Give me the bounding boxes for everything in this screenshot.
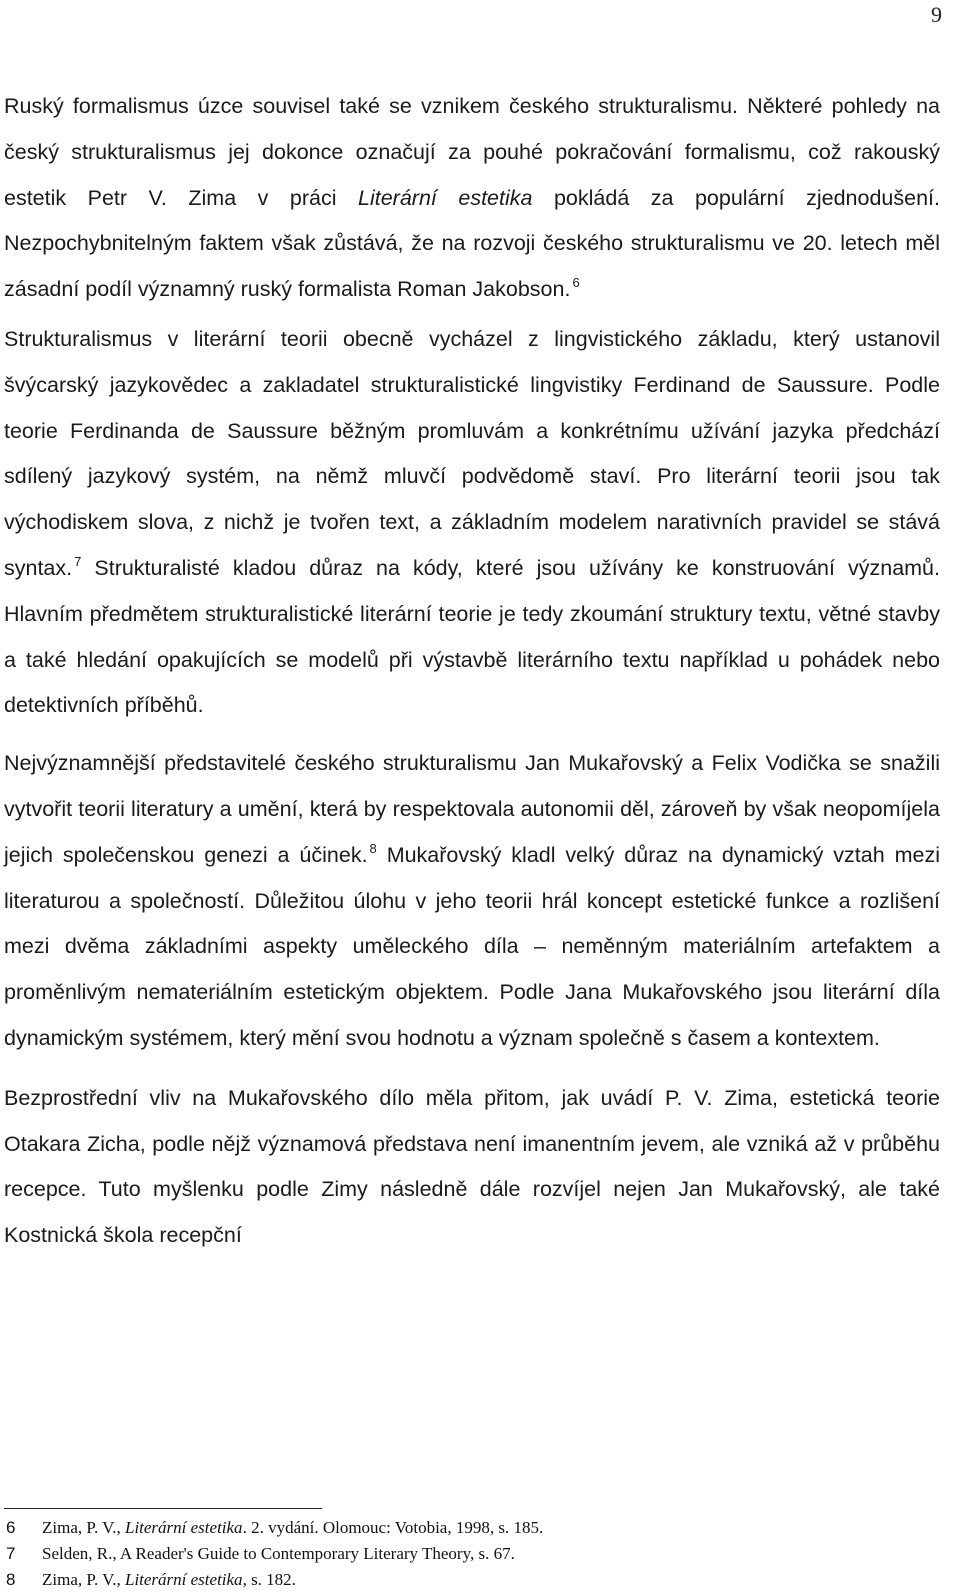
body-text [4,84,940,1259]
footnote-separator [4,1508,322,1509]
footnote-text [42,1541,515,1567]
paragraph-1 [4,84,940,313]
paragraph-3 [4,741,940,1062]
paragraph-3-text: Nejvýznamnější představitelé českého strukturalismu Jan Mukařovský a Felix Vodička se snažili vytvořit teorii literatury a umění, která by respektovala autonomii děl, zároveň by však neopomíjela jejich společenskou genezi a účinek. [4,751,940,867]
footnote-ref-6: 6 [572,275,580,291]
book-title-literarni-estetika: Literární estetika [358,185,533,210]
paragraph-2-text: Strukturalismus v literární teorii obecně vycházel z lingvistického základu, který ustanovil švýcarský jazykovědec a zakladatel strukturalistické lingvistiky Ferdinand de Saussure. Podle teorie Ferdinanda de Saussure běžným promluvám a konkrétnímu užívání jazyka předchází sdílený jazykový systém, na němž mluvčí podvědomě staví. Pro literární teorii jsou tak východiskem slova, z nichž je tvořen text, a základním modelem narativních pravidel se stává syntax. [4,326,940,580]
paragraph-2-text-cont: Strukturalisté kladou důraz na kódy, které jsou užívány ke konstruování významů. Hlavním předmětem strukturalistické literární teorie je tedy zkoumání struktury textu, větné stavby a také hledání opakujících se modelů při výstavbě literárního textu například u pohádek nebo detektivních příběhů. [4,555,940,718]
paragraph-1-text-cont: pokládá za populární zjednodušení. Nezpochybnitelným faktem však zůstává, že na rozvoji českého strukturalismu ve 20. letech měl zásadní podíl významný ruský formalista Roman Jakobson. [4,185,940,302]
footnote-details: . 2. vydání. Olomouc: Votobia, 1998, s. 185. [242,1518,544,1537]
footnote-ref-7: 7 [74,553,82,569]
footnote-7 [6,1541,936,1567]
footnote-title: Literární estetika [124,1570,243,1589]
footnote-number: 6 [6,1518,16,1537]
footnote-author: Zima, P. V., [42,1518,125,1537]
footnote-title: Literární estetika [124,1518,243,1537]
footnote-number: 7 [6,1544,16,1563]
footnotes [6,1515,936,1593]
footnote-number: 8 [6,1570,16,1589]
paragraph-4-text: Bezprostřední vliv na Mukařovského dílo měla přitom, jak uvádí P. V. Zima, estetická teorie Otakara Zicha, podle nějž významová představa není imanentním jevem, ale vzniká až v průběhu recepce. Tuto myšlenku podle Zimy následně dále rozvíjel nejen Jan Mukařovský, ale také Kostnická škola recepční [4,1085,940,1248]
paragraph-3-text-cont: Mukařovský kladl velký důraz na dynamický vztah mezi literaturou a společností. Důležitou úlohu v jeho teorii hrál koncept estetické funkce a rozlišení mezi dvěma základními aspekty uměleckého díla – neměnným materiálním artefaktem a proměnlivým nemateriálním estetickým objektem. Podle Jana Mukařovského jsou literární díla dynamickým systémem, který mění svou hodnotu a význam společně s časem a kontextem. [4,842,940,1050]
footnote-details: , s. 182. [242,1570,296,1589]
footnote-ref-8: 8 [369,840,377,856]
page-number: 9 [931,2,942,27]
footnote-8 [6,1567,936,1593]
footnote-text [42,1515,543,1541]
footnote-6 [6,1515,936,1541]
footnote-author: Zima, P. V., [42,1570,125,1589]
footnote-text [42,1567,296,1593]
paragraph-2 [4,317,940,729]
paragraph-4 [4,1076,940,1259]
paragraph-1-text: Ruský formalismus úzce souvisel také se vznikem českého strukturalismu. Některé pohledy na český strukturalismus jej dokonce označují za pouhé pokračování formalismu, což rakouský estetik Petr V. Zima v práci [4,94,940,210]
footnote-author: Selden, R., A Reader's Guide to Contemporary Literary Theory, s. 67. [42,1544,515,1563]
